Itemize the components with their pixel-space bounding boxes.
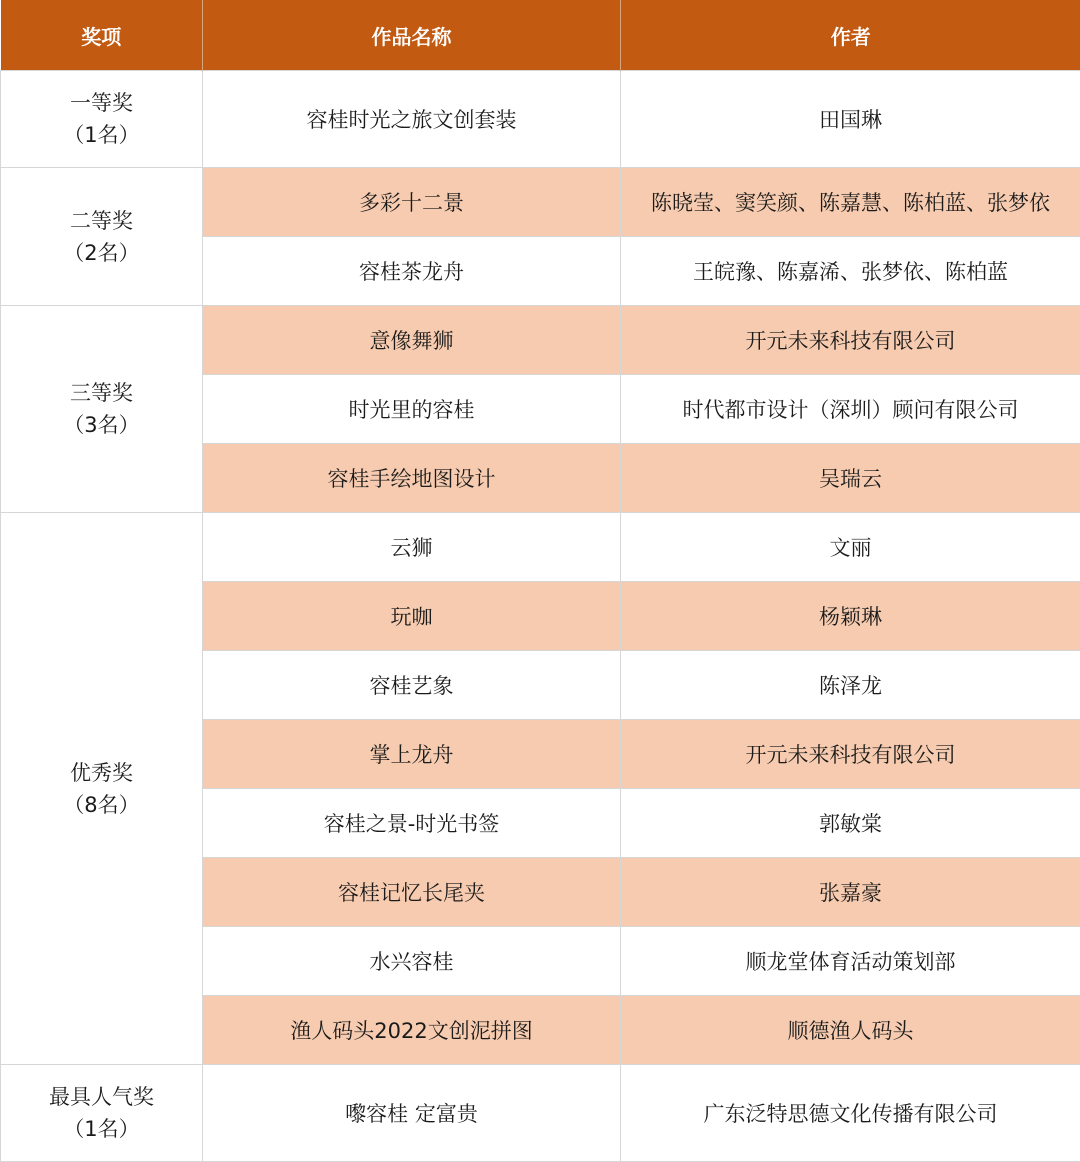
work-cell: 容桂记忆长尾夹 xyxy=(203,858,621,927)
table-row xyxy=(1,71,1080,168)
author-cell: 时代都市设计（深圳）顾问有限公司 xyxy=(621,375,1080,444)
work-cell: 掌上龙舟 xyxy=(203,720,621,789)
header-author: 作者 xyxy=(621,0,1080,71)
award-name: 二等奖 xyxy=(1,205,202,237)
table-row xyxy=(1,168,1080,237)
award-name: 优秀奖 xyxy=(1,757,202,789)
award-count: （3名） xyxy=(1,409,202,441)
author-cell: 开元未来科技有限公司 xyxy=(621,306,1080,375)
author-cell: 张嘉豪 xyxy=(621,858,1080,927)
award-cell xyxy=(1,168,203,306)
work-cell: 容桂茶龙舟 xyxy=(203,237,621,306)
author-cell: 王皖豫、陈嘉浠、张梦依、陈柏蓝 xyxy=(621,237,1080,306)
author-cell: 郭敏棠 xyxy=(621,789,1080,858)
work-cell: 水兴容桂 xyxy=(203,927,621,996)
award-name: 一等奖 xyxy=(1,87,202,119)
award-count: （8名） xyxy=(1,789,202,821)
work-cell: 多彩十二景 xyxy=(203,168,621,237)
author-cell: 吴瑞云 xyxy=(621,444,1080,513)
award-count: （2名） xyxy=(1,237,202,269)
author-cell: 文丽 xyxy=(621,513,1080,582)
award-name: 最具人气奖 xyxy=(1,1081,202,1113)
header-work: 作品名称 xyxy=(203,0,621,71)
work-cell: 容桂手绘地图设计 xyxy=(203,444,621,513)
author-cell: 田国琳 xyxy=(621,71,1080,168)
work-cell: 玩咖 xyxy=(203,582,621,651)
header-row xyxy=(1,0,1080,71)
table-row xyxy=(1,513,1080,582)
work-cell: 容桂时光之旅文创套装 xyxy=(203,71,621,168)
author-cell: 开元未来科技有限公司 xyxy=(621,720,1080,789)
work-cell: 时光里的容桂 xyxy=(203,375,621,444)
award-count: （1名） xyxy=(1,1113,202,1145)
work-cell: 容桂艺象 xyxy=(203,651,621,720)
author-cell: 顺德渔人码头 xyxy=(621,996,1080,1065)
award-cell xyxy=(1,71,203,168)
work-cell: 容桂之景-时光书签 xyxy=(203,789,621,858)
author-cell: 陈晓莹、窦笑颜、陈嘉慧、陈柏蓝、张梦依 xyxy=(621,168,1080,237)
author-cell: 顺龙堂体育活动策划部 xyxy=(621,927,1080,996)
author-cell: 杨颖琳 xyxy=(621,582,1080,651)
award-count: （1名） xyxy=(1,119,202,151)
header-award: 奖项 xyxy=(1,0,203,71)
table-row xyxy=(1,1065,1080,1162)
award-name: 三等奖 xyxy=(1,377,202,409)
table-row xyxy=(1,306,1080,375)
work-cell: 嚟容桂 定富贵 xyxy=(203,1065,621,1162)
author-cell: 陈泽龙 xyxy=(621,651,1080,720)
author-cell: 广东泛特思德文化传播有限公司 xyxy=(621,1065,1080,1162)
work-cell: 意像舞狮 xyxy=(203,306,621,375)
award-cell xyxy=(1,513,203,1065)
work-cell: 渔人码头2022文创泥拼图 xyxy=(203,996,621,1065)
award-cell xyxy=(1,1065,203,1162)
award-cell xyxy=(1,306,203,513)
work-cell: 云狮 xyxy=(203,513,621,582)
